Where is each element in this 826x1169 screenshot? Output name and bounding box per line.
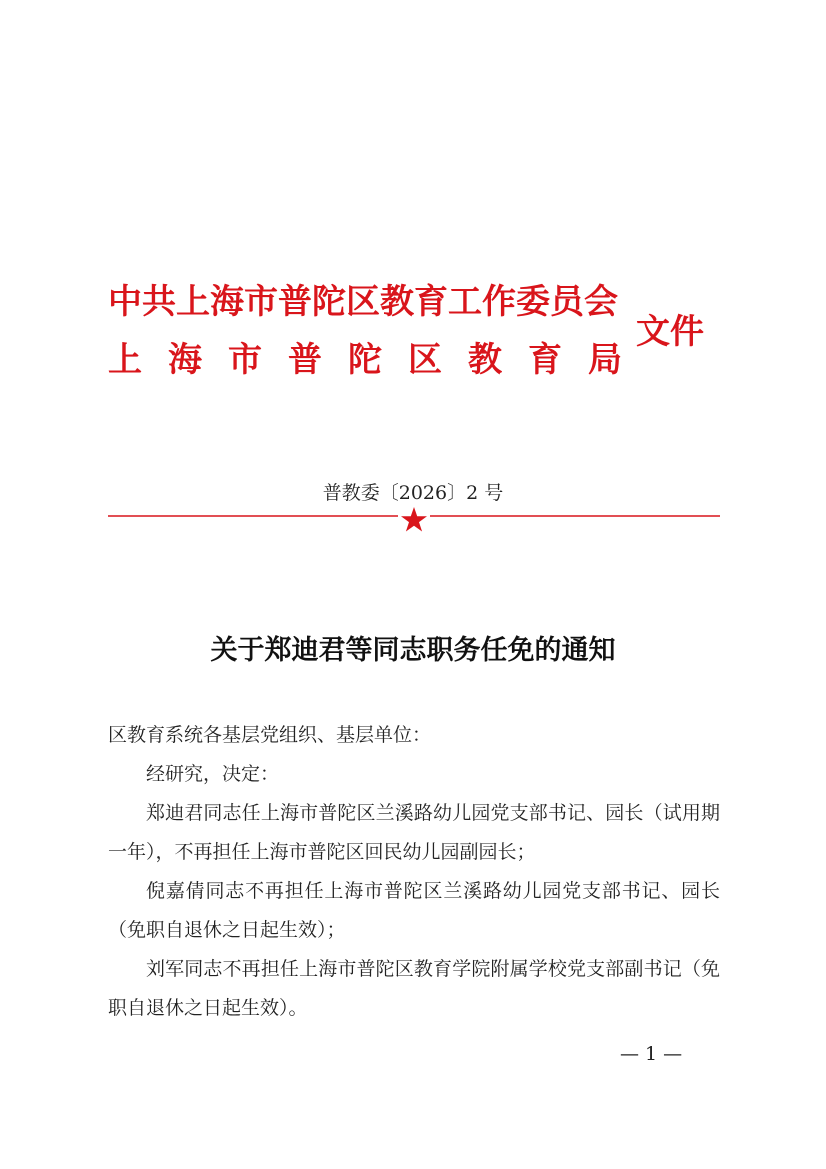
document-header — [108, 268, 728, 388]
page-number: — 1 — — [620, 1043, 683, 1065]
document-body — [108, 716, 720, 1028]
document-title: 关于郑迪君等同志职务任免的通知 — [210, 635, 616, 666]
body-paragraph: 郑迪君同志任上海市普陀区兰溪路幼儿园党支部书记、园长（试用期一年），不再担任上海市普陀区回民幼儿园副园长； — [108, 802, 720, 863]
document-number: 普教委〔2026〕2 号 — [322, 482, 504, 504]
issuing-org-education-bureau: 上海市普陀区教育局 — [108, 340, 648, 380]
body-paragraph: 刘军同志不再担任上海市普陀区教育学院附属学校党支部副书记（免职自退休之日起生效）。 — [108, 958, 720, 1019]
red-divider — [108, 507, 720, 537]
document-type-suffix: 文件 — [636, 312, 704, 352]
body-paragraph: 经研究，决定： — [146, 763, 280, 785]
body-paragraph: 倪嘉倩同志不再担任上海市普陀区兰溪路幼儿园党支部书记、园长（免职自退休之日起生效）； — [108, 880, 720, 941]
salutation: 区教育系统各基层党组织、基层单位： — [108, 724, 432, 746]
star-icon — [401, 507, 427, 532]
issuing-org-party-committee: 中共上海市普陀区教育工作委员会 — [108, 282, 618, 322]
